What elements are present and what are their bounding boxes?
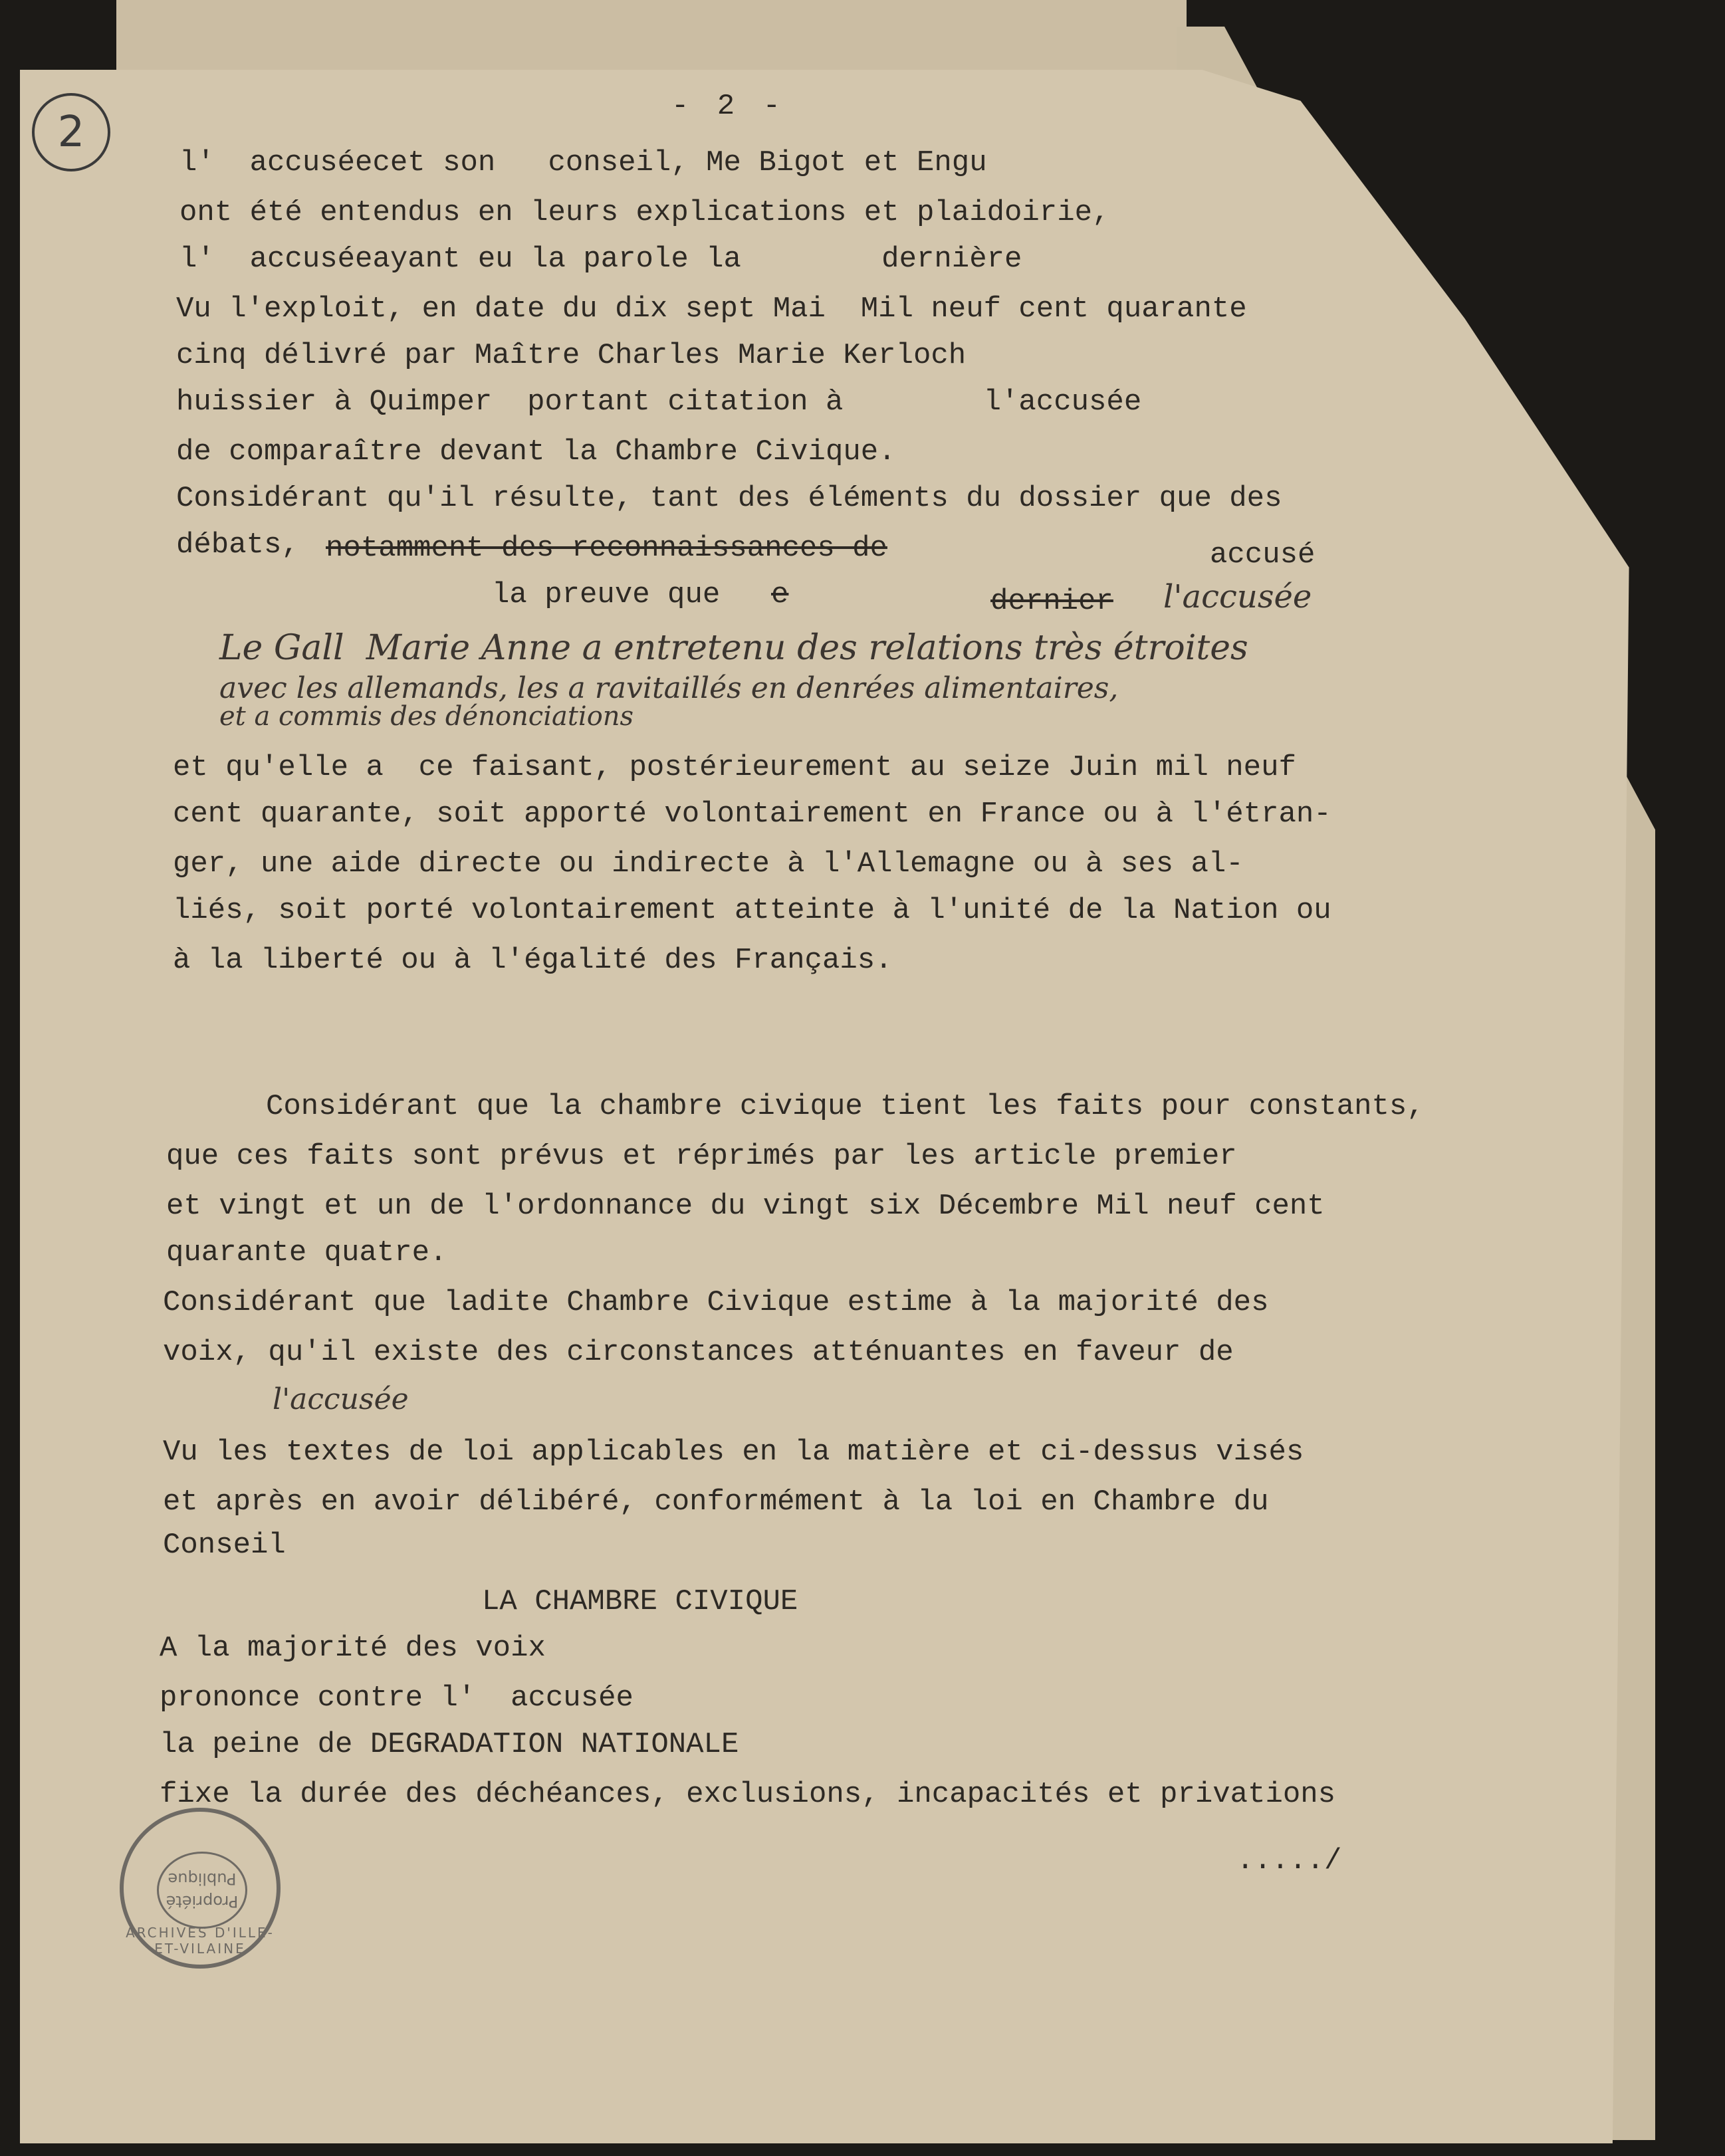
text-line: de comparaître devant la Chambre Civique. [176,435,896,469]
struck-text-end: accusé [1210,538,1316,572]
handwritten-line: Le Gall Marie Anne a entretenu des relations très étroites [219,628,1248,668]
section-heading: LA CHAMBRE CIVIQUE [482,1585,798,1618]
text-line: Considérant que la chambre civique tient les faits pour constants, [266,1090,1425,1123]
text-line: Conseil [163,1529,286,1562]
handwritten-line: l'accusée [273,1382,409,1416]
text-line: que ces faits sont prévus et réprimés par les article premier [166,1140,1237,1173]
text-line: et vingt et un de l'ordonnance du vingt six Décembre Mil neuf cent [166,1190,1325,1223]
text-line: débats, [176,528,299,562]
continuation-mark: ...../ [1236,1844,1342,1878]
text-line: fixe la durée des déchéances, exclusions, incapacités et privations [160,1778,1336,1811]
folio-number: 2 [32,93,110,171]
text-line: la preuve que [492,578,721,611]
text-line: liés, soit porté volontairement atteinte à l'unité de la Nation ou [173,894,1331,927]
struck-text: notamment des reconnaissances de [326,532,887,565]
text-line: cent quarante, soit apporté volontairement en France ou à l'étran- [173,798,1331,831]
struck-text: dernier [990,585,1113,618]
archive-stamp [120,1808,281,1969]
text-line: huissier à Quimper portant citation à l'accusée [176,385,1142,419]
text-line: Considérant que ladite Chambre Civique estime à la majorité des [163,1286,1269,1319]
text-line: à la liberté ou à l'égalité des Français. [173,944,893,977]
stamp-ring-text: ARCHIVES D'ILLE-ET-VILAINE [126,1925,275,1957]
text-line: Vu les textes de loi applicables en la matière et ci-dessus visés [163,1436,1304,1469]
text-line: Considérant qu'il résulte, tant des éléments du dossier que des [176,482,1282,515]
text-line: prononce contre l' accusée [160,1681,633,1715]
handwritten-line: et a commis des dénonciations [219,701,634,732]
text-line: cinq délivré par Maître Charles Marie Kerloch [176,339,967,372]
text-line: l' accuséeayant eu la parole la dernière [179,243,1022,276]
stamp-center: Propriété Publique [157,1852,247,1929]
text-line: et après en avoir délibéré, conformément à la loi en Chambre du [163,1485,1269,1519]
handwritten-insert: l'accusée [1163,578,1312,615]
text-line: l' accuséecet son conseil, Me Bigot et Engu [179,146,987,179]
text-line: ont été entendus en leurs explications et plaidoirie, [179,196,1110,229]
text-line: ger, une aide directe ou indirecte à l'Allemagne ou à ses al- [173,847,1244,881]
text-line: quarante quatre. [166,1236,447,1269]
handwritten-line: avec les allemands, les a ravitaillés en denrées alimentaires, [219,671,1119,705]
page-number: - 2 - [671,90,786,123]
text-line: la peine de DEGRADATION NATIONALE [160,1728,739,1761]
text-line: A la majorité des voix [160,1632,546,1665]
struck-text: e [771,578,789,611]
text-line: voix, qu'il existe des circonstances atténuantes en faveur de [163,1336,1234,1369]
text-line: et qu'elle a ce faisant, postérieurement au seize Juin mil neuf [173,751,1296,784]
text-line: Vu l'exploit, en date du dix sept Mai Mil neuf cent quarante [176,292,1247,326]
